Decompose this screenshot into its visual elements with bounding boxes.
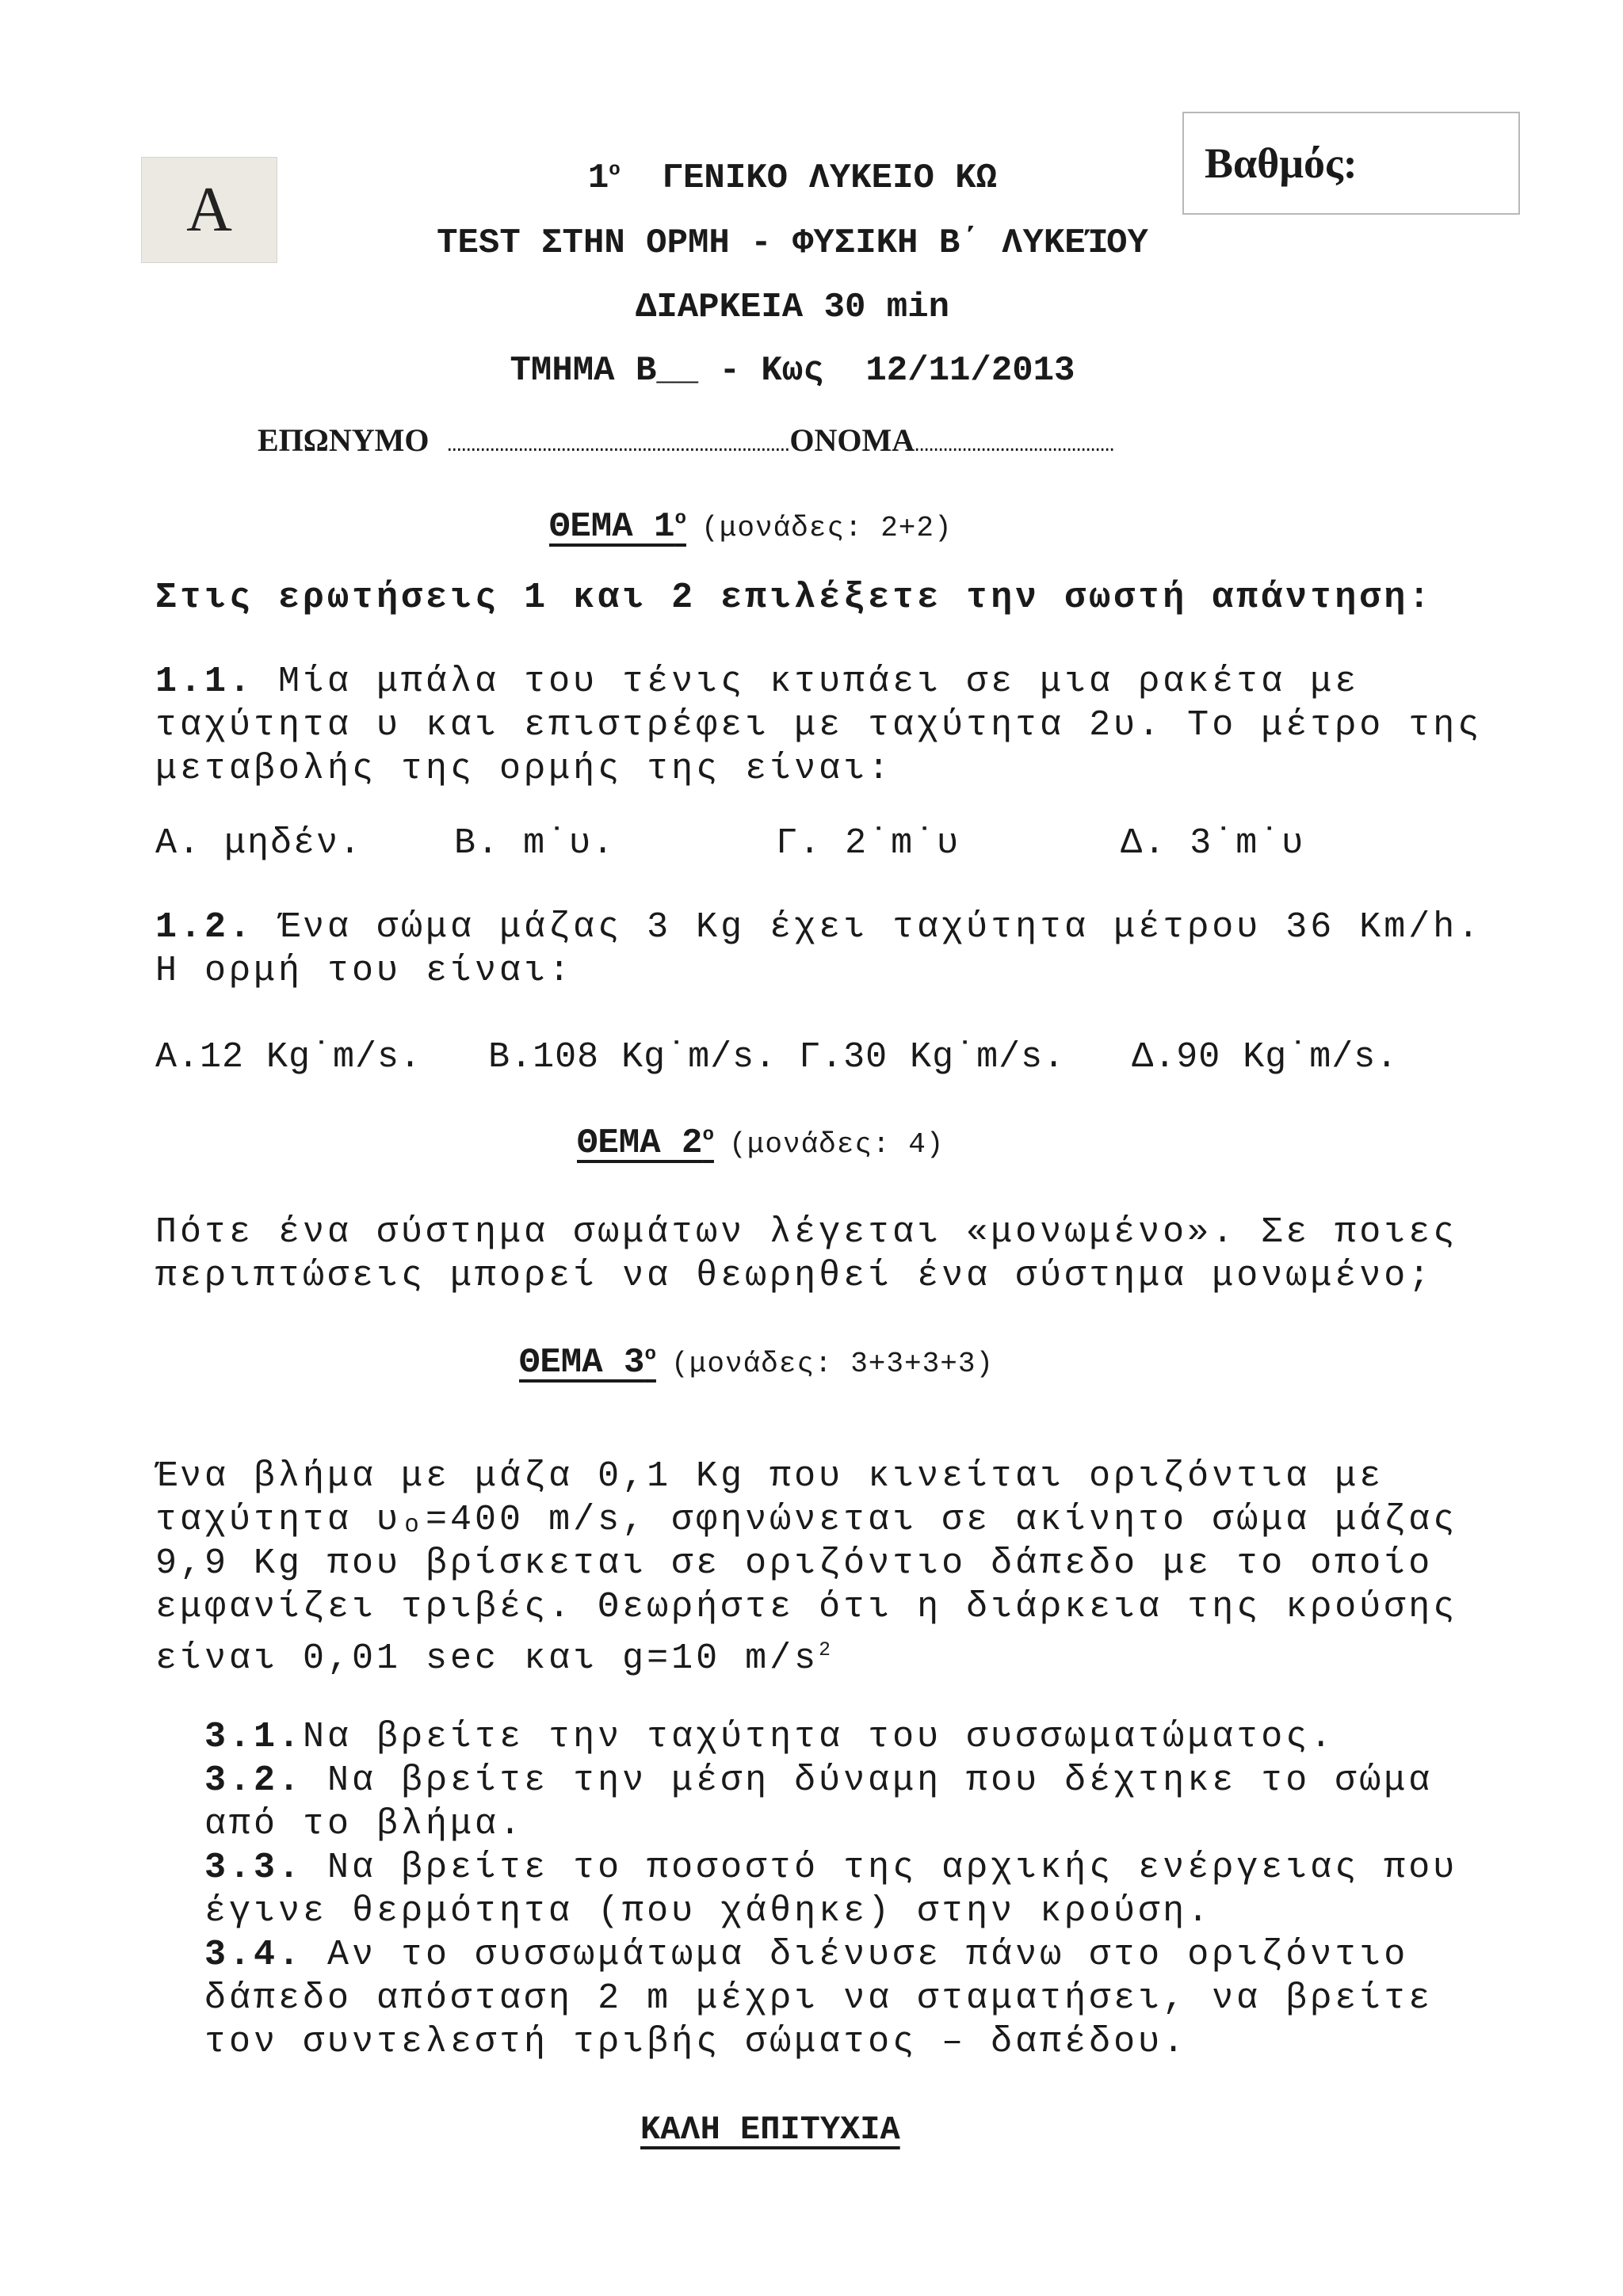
theme1-points: (μονάδες: 2+2) bbox=[701, 512, 953, 544]
closing-wish: ΚΑΛΗ ΕΠΙΤΥΧΙΑ bbox=[640, 2111, 900, 2149]
student-name-line bbox=[258, 421, 1114, 460]
subquestion-3-3-line1 bbox=[204, 1846, 1457, 1890]
duration: ΔΙΑΡΚΕΙΑ 30 min bbox=[635, 288, 950, 327]
subquestion-3-3-line2: έγινε θερμότητα (που χάθηκε) στην κρούση. bbox=[204, 1891, 1212, 1932]
subquestion-3-2-number: 3.2. bbox=[204, 1760, 304, 1801]
theme2-line2: περιπτώσεις μπορεί να θεωρηθεί ένα σύστημα μονωμένο; bbox=[155, 1256, 1434, 1296]
subquestion-3-4-text: Αν το συσσωμάτωμα διένυσε πάνω στο οριζόντιο bbox=[303, 1935, 1409, 1975]
name-label: ΟΝΟΜΑ bbox=[789, 422, 915, 458]
question-1-2-text: Ένα σώμα μάζας 3 Kg έχει ταχύτητα μέτρου 36 Km/h. bbox=[254, 907, 1483, 948]
subquestion-3-1 bbox=[204, 1715, 1335, 1759]
theme1-instruction: Στις ερωτήσεις 1 και 2 επιλέξετε την σωστή απάντηση: bbox=[155, 578, 1434, 618]
subquestion-3-2-text: Να βρείτε την μέση δύναμη που δέχτηκε το σώμα bbox=[303, 1760, 1434, 1801]
theme3-line1: Ένα βλήμα με μάζα 0,1 Kg που κινείται οριζόντια με bbox=[155, 1456, 1384, 1497]
subquestion-3-3-text: Να βρείτε το ποσοστό της αρχικής ενέργειας που bbox=[303, 1848, 1458, 1888]
theme3-line4: εμφανίζει τριβές. Θεωρήστε ότι η διάρκεια της κρούσης bbox=[155, 1587, 1458, 1627]
question-1-1-number: 1.1. bbox=[155, 662, 254, 702]
theme2-title: ΘΕΜΑ $2^o$ bbox=[577, 1123, 714, 1163]
theme2-line1: Πότε ένα σύστημα σωμάτων λέγεται «μονωμένο». Σε ποιες bbox=[155, 1212, 1458, 1253]
exam-variant-letter: A bbox=[141, 157, 277, 263]
school-title: $1^o$ ΓΕΝΙΚΟ ΛΥΚΕΙΟ ΚΩ bbox=[587, 158, 998, 198]
theme2-heading bbox=[577, 1123, 944, 1163]
theme2-points: (μονάδες: 4) bbox=[729, 1128, 945, 1161]
test-title: TEST ΣΤΗΝ ΟΡΜΗ - ΦΥΣΙΚΗ Β΄ ΛΥΚΕΊΟΥ bbox=[437, 223, 1148, 263]
theme3-line3: 9,9 Kg που βρίσκεται σε οριζόντιο δάπεδο με το οποίο bbox=[155, 1543, 1434, 1584]
question-1-2-line1 bbox=[155, 906, 1482, 949]
theme3-line2: ταχύτητα υₒ=400 m/s, σφηνώνεται σε ακίνητο σώμα μάζας bbox=[155, 1500, 1458, 1540]
question-1-2-line2: Η ορμή του είναι: bbox=[155, 951, 574, 991]
theme3-heading bbox=[519, 1343, 994, 1383]
theme3-line5-text: είναι 0,01 sec και g=10 m/s bbox=[155, 1638, 819, 1679]
subquestion-3-2-line1 bbox=[204, 1759, 1433, 1802]
theme3-points: (μονάδες: 3+3+3+3) bbox=[671, 1348, 995, 1380]
theme3-line5 bbox=[155, 1629, 834, 1680]
question-1-1-line2: ταχύτητα υ και επιστρέφει με ταχύτητα 2υ. Το μέτρο της bbox=[155, 705, 1483, 746]
theme1-title: ΘΕΜΑ $1^o$ bbox=[549, 507, 686, 547]
exponent: 2 bbox=[819, 1639, 834, 1661]
name-dots[interactable]: …………………………………… bbox=[915, 432, 1115, 459]
question-1-1-answers: Α. μηδέν. Β. m˙υ. Γ. 2˙m˙υ Δ. 3˙m˙υ bbox=[155, 823, 1305, 864]
section-date: ΤΜΗΜΑ Β__ - Κως 12/11/2013 bbox=[510, 351, 1075, 391]
subquestion-3-1-text: Να βρείτε την ταχύτητα του συσσωματώματος. bbox=[303, 1717, 1335, 1757]
subquestion-3-1-number: 3.1. bbox=[204, 1717, 304, 1757]
question-1-2-answers: Α.12 Kg˙m/s. Β.108 Kg˙m/s. Γ.30 Kg˙m/s. Δ.90 Kg˙m/s. bbox=[155, 1037, 1399, 1077]
surname-dots[interactable]: ……………………………………………………………… bbox=[447, 432, 790, 459]
grade-label: Βαθμός: bbox=[1205, 139, 1358, 187]
subquestion-3-4-line3: τον συντελεστή τριβής σώματος – δαπέδου. bbox=[204, 2022, 1188, 2062]
subquestion-3-4-line2: δάπεδο απόσταση 2 m μέχρι να σταματήσει, να βρείτε bbox=[204, 1978, 1434, 2019]
question-1-1-text: Μία μπάλα του τένις κτυπάει σε μια ρακέτα με bbox=[254, 662, 1360, 702]
theme3-title: ΘΕΜΑ $3^o$ bbox=[519, 1343, 656, 1383]
question-1-2-number: 1.2. bbox=[155, 907, 254, 948]
subquestion-3-3-number: 3.3. bbox=[204, 1848, 304, 1888]
subquestion-3-4-line1 bbox=[204, 1933, 1408, 1977]
theme1-heading bbox=[549, 507, 953, 547]
subquestion-3-4-number: 3.4. bbox=[204, 1935, 304, 1975]
question-1-1-line1 bbox=[155, 660, 1359, 704]
subquestion-3-2-line2: από το βλήμα. bbox=[204, 1804, 525, 1844]
surname-label: ΕΠΩΝΥΜΟ bbox=[258, 422, 430, 458]
question-1-1-line3: μεταβολής της ορμής της είναι: bbox=[155, 749, 893, 789]
